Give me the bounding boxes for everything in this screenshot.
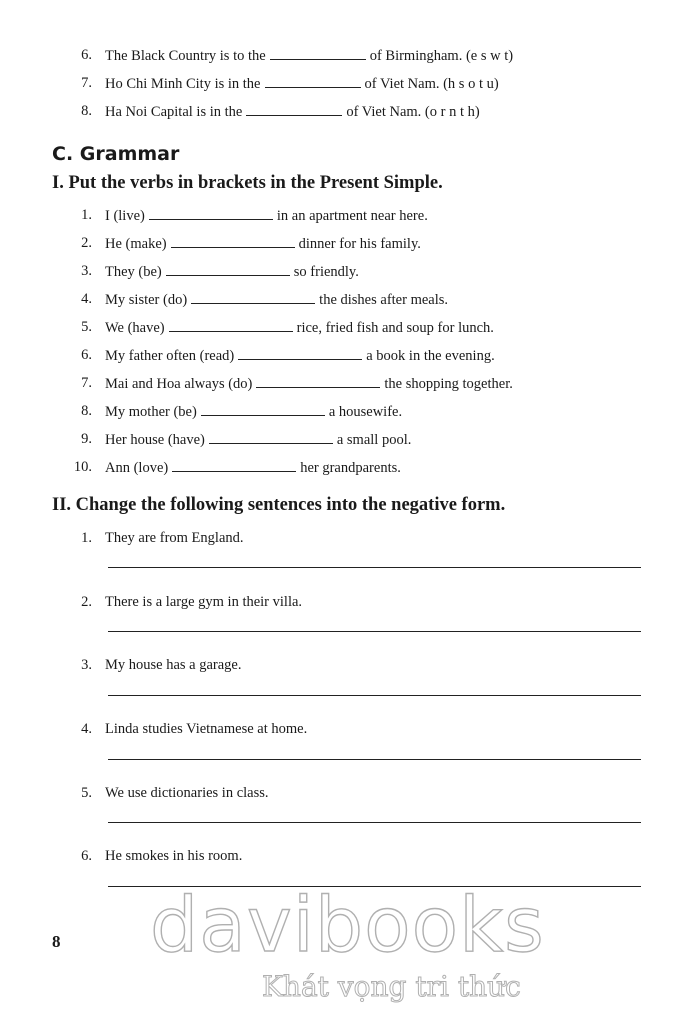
item-number: 8. [81,403,92,419]
item-text: My father often (read) a book in the evening. [105,348,495,364]
watermark-logo: davibooks [150,880,545,969]
item-number: 10. [73,459,92,475]
item-number: 5. [81,785,92,801]
item-number: 4. [81,721,92,737]
item-text: My sister (do) the dishes after meals. [105,292,449,308]
item-number: 6. [81,347,92,363]
item-number: 1. [81,530,92,546]
item-text: Mai and Hoa always (do) the shopping together. [105,376,513,392]
answer-line[interactable] [108,822,641,823]
answer-line[interactable] [108,567,641,568]
answer-blank[interactable] [270,46,366,60]
item-number: 7. [81,75,92,91]
item-number: 5. [81,319,92,335]
exercise-title: I. Put the verbs in brackets in the Present Simple. [52,173,443,193]
item-text: We use dictionaries in class. [105,785,269,801]
answer-blank[interactable] [256,374,380,388]
answer-blank[interactable] [246,102,342,116]
answer-line[interactable] [108,631,641,632]
answer-blank[interactable] [149,206,273,220]
item-text: They (be) so friendly. [105,264,359,280]
exercise-title: II. Change the following sentences into the negative form. [52,495,506,515]
page-number: 8 [52,932,61,951]
item-number: 3. [81,263,92,279]
answer-blank[interactable] [265,74,361,88]
item-number: 9. [81,431,92,447]
answer-blank[interactable] [209,430,333,444]
item-text: They are from England. [105,530,244,546]
item-number: 3. [81,657,92,673]
item-number: 6. [81,47,92,63]
item-number: 2. [81,235,92,251]
item-text: Ann (love) her grandparents. [105,460,401,476]
item-text: Her house (have) a small pool. [105,432,412,448]
item-text: Ha Noi Capital is in the of Viet Nam. (o r n t h) [105,104,480,120]
item-number: 4. [81,291,92,307]
section-title: C. Grammar [52,143,180,165]
item-text: The Black Country is to the of Birmingham. (e s w t) [105,48,514,64]
item-text: He (make) dinner for his family. [105,236,421,252]
answer-line[interactable] [108,695,641,696]
answer-blank[interactable] [171,234,295,248]
item-text: We (have) rice, fried fish and soup for lunch. [105,320,494,336]
item-text: Linda studies Vietnamese at home. [105,721,308,737]
answer-blank[interactable] [191,290,315,304]
answer-blank[interactable] [201,402,325,416]
item-text: There is a large gym in their villa. [105,594,303,610]
answer-blank[interactable] [172,458,296,472]
answer-blank[interactable] [166,262,290,276]
answer-blank[interactable] [238,346,362,360]
item-text: He smokes in his room. [105,848,243,864]
item-text: Ho Chi Minh City is in the of Viet Nam. (h s o t u) [105,76,499,92]
answer-line[interactable] [108,759,641,760]
item-text: My house has a garage. [105,657,242,673]
item-number: 2. [81,594,92,610]
watermark-slogan: Khát vọng tri thức [262,970,521,1003]
item-number: 8. [81,103,92,119]
item-text: My mother (be) a housewife. [105,404,403,420]
item-number: 7. [81,375,92,391]
item-number: 6. [81,848,92,864]
item-number: 1. [81,207,92,223]
item-text: I (live) in an apartment near here. [105,208,428,224]
answer-blank[interactable] [169,318,293,332]
